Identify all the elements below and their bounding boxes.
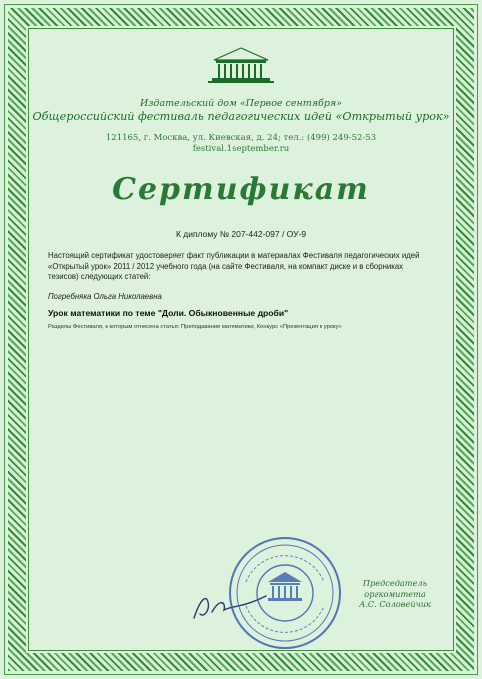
lesson-title: Урок математики по теме "Доли. Обыкновенные дроби": [48, 308, 289, 318]
author-name: Погребняка Ольга Николаевна: [48, 292, 162, 301]
festival-sections: Разделы Фестиваля, к которым отнесена статья: Преподавание математики, Конкурс «Презентация к уроку»: [48, 324, 342, 330]
chairman-signature-block: [340, 578, 450, 610]
official-seal-stamp: [226, 534, 344, 652]
address-line: 121165, г. Москва, ул. Киевская, д. 24; тел.: (499) 249-52-53: [105, 133, 377, 143]
chairman-name: А.С. Соловейчик: [359, 599, 431, 609]
certificate-title: Сертификат: [112, 172, 370, 207]
chairman-title-line1: Председатель: [362, 578, 428, 588]
publisher-name: Издательский дом «Первое сентября»: [139, 98, 343, 109]
festival-name: Общероссийский фестиваль педагогических идей «Открытый урок»: [32, 110, 450, 123]
certificate-body: Настоящий сертификат удостоверяет факт публикации в материалах Фестиваля педагогических идей «Открытый урок» 2011 / 2012 учебного года (на сайте Фестиваля, на компакт диске и в сборниках тезисов) следующих статей:: [48, 251, 420, 282]
chairman-title-line2: оргкомитета: [364, 588, 426, 599]
website-line: festival.1september.ru: [192, 144, 290, 154]
building-logo-icon: [208, 46, 274, 84]
diploma-number: К диплому № 207-442-097 / ОУ-9: [175, 229, 307, 239]
